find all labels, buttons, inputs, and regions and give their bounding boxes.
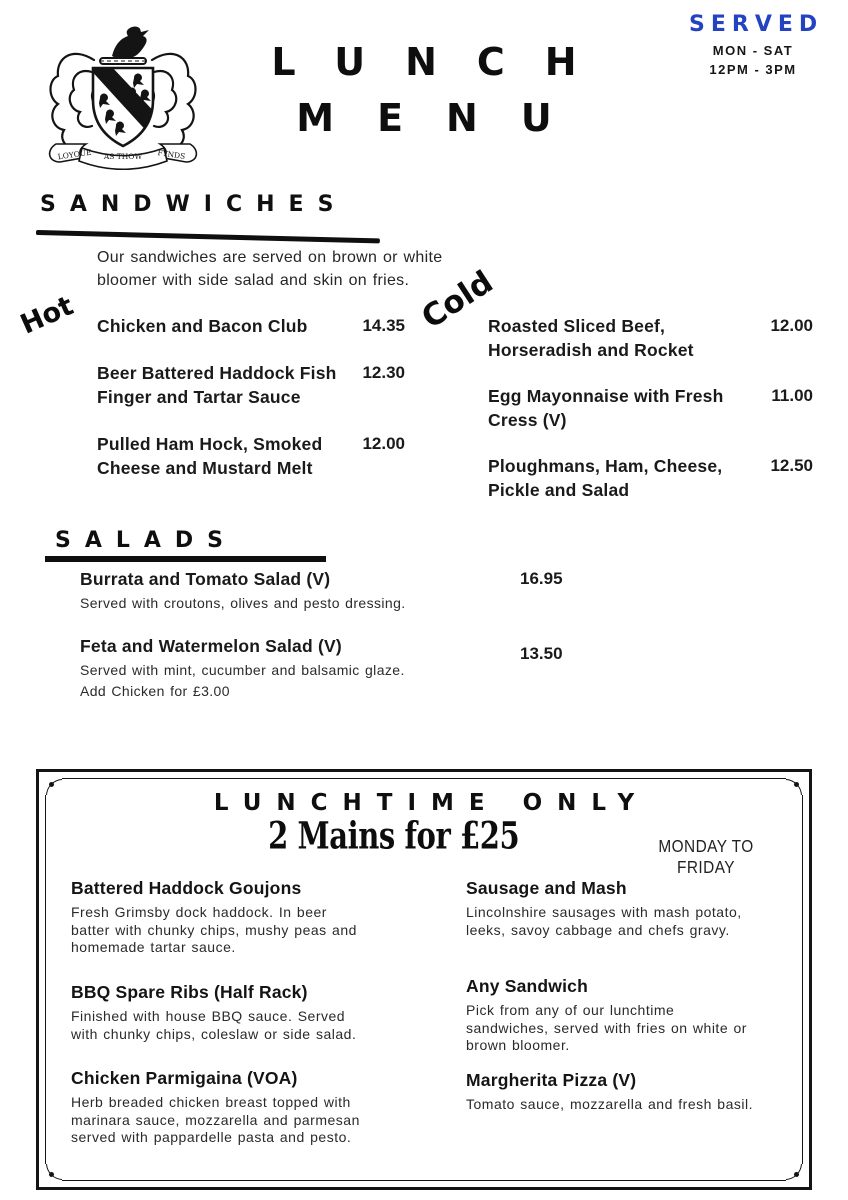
sandwiches-underline — [36, 230, 380, 243]
family-crest-logo — [42, 20, 204, 170]
offer-item — [71, 877, 371, 957]
menu-item-price: 13.50 — [520, 644, 563, 663]
menu-item — [488, 314, 813, 362]
page-title-menu: MENU — [296, 96, 595, 140]
menu-item-name: Chicken Parmigaina (VOA) — [71, 1068, 298, 1088]
menu-item — [97, 314, 405, 338]
menu-item-price: 16.95 — [520, 569, 563, 588]
lunchtime-offer-box — [36, 769, 812, 1190]
menu-item-description: Finished with house BBQ sauce. Served with chunky chips, coleslaw or side salad. — [71, 1008, 357, 1042]
menu-item-name: Beer Battered Haddock Fish Finger and Tartar Sauce — [97, 363, 337, 407]
menu-item-note: Add Chicken for £3.00 — [80, 683, 230, 699]
offer-days — [649, 836, 763, 878]
offer-item — [71, 981, 371, 1043]
menu-item-name: Pulled Ham Hock, Smoked Cheese and Mustard Melt — [97, 434, 323, 478]
menu-item-description: Herb breaded chicken breast topped with marinara sauce, mozzarella and parmesan served with pappardelle pasta and pesto. — [71, 1094, 360, 1145]
cold-sandwiches-list — [488, 314, 813, 524]
menu-item-price: 12.30 — [362, 363, 405, 382]
menu-item-name: Burrata and Tomato Salad (V) — [80, 569, 331, 589]
section-heading-sandwiches: SANDWICHES — [40, 192, 348, 217]
menu-item-description: Pick from any of our lunchtime sandwiches, served with fries on white or brown bloomer. — [466, 1002, 747, 1053]
page-title-lunch: LUNCH — [271, 40, 617, 84]
offer-item — [466, 877, 766, 939]
corner-ornament — [45, 1164, 62, 1181]
offer-item — [466, 1069, 766, 1114]
menu-item-description: Lincolnshire sausages with mash potato, leeks, savoy cabbage and chefs gravy. — [466, 904, 742, 938]
crest-motto-mid: AS THOW — [103, 152, 143, 161]
crest-motto-right: FYNDS — [156, 148, 186, 161]
served-hours-block — [683, 12, 823, 77]
menu-item-price: 12.00 — [362, 434, 405, 453]
offer-deal: 2 Mains for £25 — [268, 813, 520, 858]
menu-item-description: Fresh Grimsby dock haddock. In beer batter with chunky chips, mushy peas and homemade tartar sauce. — [71, 904, 357, 955]
menu-item-name: Sausage and Mash — [466, 878, 627, 898]
menu-item-price: 12.00 — [770, 316, 813, 335]
corner-ornament — [786, 1164, 803, 1181]
menu-item — [97, 432, 405, 480]
menu-item-price: 11.00 — [771, 386, 813, 405]
served-time: 12PM - 3PM — [709, 62, 797, 77]
cold-label: Cold — [415, 263, 500, 337]
offer-item — [71, 1067, 371, 1147]
served-label: SERVED — [689, 12, 824, 37]
menu-item — [488, 384, 813, 432]
offer-deal-wrap — [39, 813, 749, 858]
menu-item-name: Chicken and Bacon Club — [97, 316, 308, 336]
menu-item-name: Ploughmans, Ham, Cheese, Pickle and Salad — [488, 456, 723, 500]
crest-wyvern — [100, 27, 149, 65]
hot-label: Hot — [16, 290, 79, 341]
menu-item — [80, 566, 660, 613]
offer-item — [466, 975, 766, 1055]
menu-item-price: 12.50 — [770, 456, 813, 475]
menu-item-name: Any Sandwich — [466, 976, 589, 996]
crest-motto-left: LOYOUE — [57, 147, 93, 162]
menu-item-name: Battered Haddock Goujons — [71, 878, 302, 898]
page-title — [231, 34, 616, 146]
sandwiches-intro: Our sandwiches are served on brown or white bloomer with side salad and skin on fries. — [97, 249, 443, 289]
menu-item-price: 14.35 — [362, 316, 405, 335]
offer-heading: LUNCHTIME ONLY — [213, 790, 650, 816]
hot-sandwiches-list — [97, 314, 405, 503]
menu-item — [80, 633, 660, 701]
crest-shield — [87, 66, 162, 148]
menu-item-name: Feta and Watermelon Salad (V) — [80, 636, 342, 656]
menu-item-description: Served with mint, cucumber and balsamic glaze. — [80, 662, 405, 678]
menu-item-name: Roasted Sliced Beef, Horseradish and Rocket — [488, 316, 694, 360]
menu-item-name: Egg Mayonnaise with Fresh Cress (V) — [488, 386, 724, 430]
menu-item — [97, 361, 405, 409]
menu-item-name: Margherita Pizza (V) — [466, 1070, 637, 1090]
menu-item — [488, 454, 813, 502]
offer-days-line1: MONDAY TO — [658, 836, 754, 856]
served-days: MON - SAT — [712, 43, 794, 58]
menu-item-description: Tomato sauce, mozzarella and fresh basil. — [466, 1096, 753, 1112]
section-heading-salads: SALADS — [55, 528, 238, 553]
offer-days-line2: FRIDAY — [677, 857, 735, 877]
menu-item-description: Served with croutons, olives and pesto dressing. — [80, 595, 406, 611]
menu-item-name: BBQ Spare Ribs (Half Rack) — [71, 982, 308, 1002]
salads-underline — [45, 556, 326, 562]
